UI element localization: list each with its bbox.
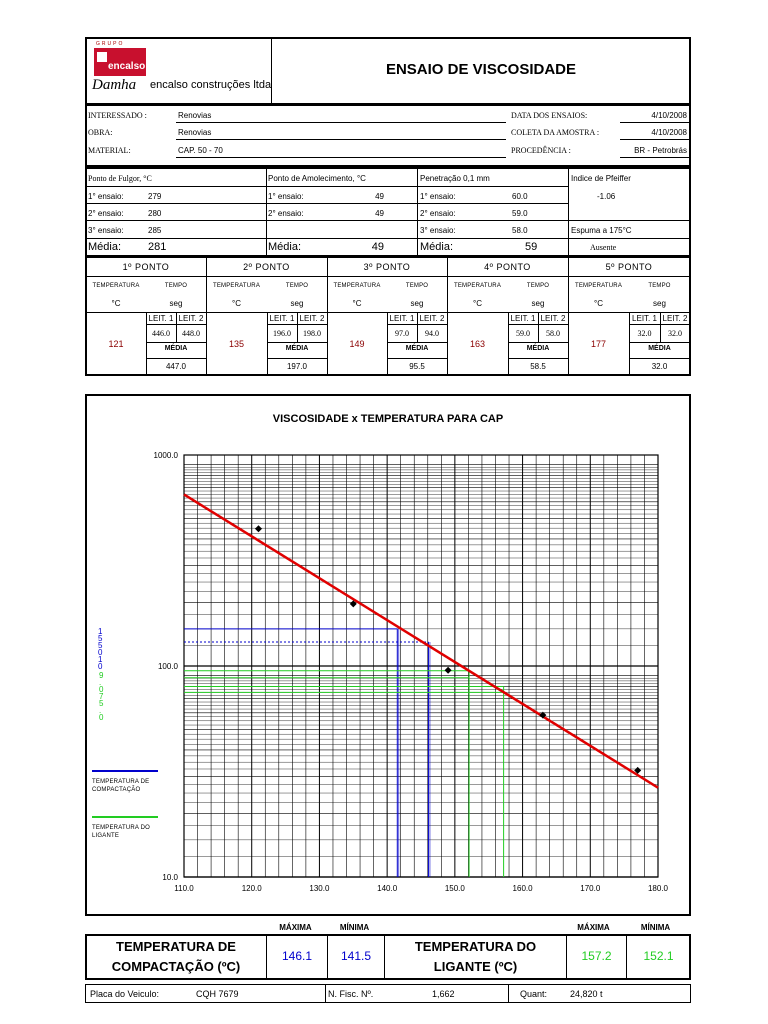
ponto-1-unit-c: °C <box>111 299 121 308</box>
interessado-label: INTERESSADO : <box>88 111 147 120</box>
left-annotation-blue <box>98 628 106 670</box>
ponto-5-tempo-label: TEMPO <box>648 283 671 289</box>
data-ensaios-value: 4/10/2008 <box>651 111 687 120</box>
company-logo <box>94 41 146 77</box>
placa-label: Placa do Veiculo: <box>90 989 160 999</box>
ponto-5-leit1-value: 32.0 <box>637 329 652 338</box>
amolecimento-label: Ponto de Amolecimento, °C <box>268 174 366 183</box>
ponto-4-media-value: 58.5 <box>530 362 546 371</box>
ponto-2-tempo-label: TEMPO <box>285 283 309 289</box>
ponto-3-media-value: 95.5 <box>409 362 425 371</box>
annotation-char: . <box>99 678 102 687</box>
ponto-5-temp-value: 177 <box>590 339 607 349</box>
annotation-char: 5 <box>98 641 103 650</box>
x-tick-label: 110.0 <box>174 884 194 893</box>
ponto-4-leit1-value: 59.0 <box>516 329 530 338</box>
company-name: encalso construções ltda <box>150 79 272 91</box>
ponto-3-leit2-value: 94.0 <box>425 329 439 338</box>
compactacao-max-value: 146.1 <box>281 949 313 963</box>
y-tick-label: 10.0 <box>162 873 178 882</box>
ponto-5-leit2-label: LEIT. 2 <box>662 314 688 323</box>
ponto-2-unit-seg: seg <box>290 299 304 308</box>
viscosity-chart <box>86 396 690 914</box>
ponto-1-media-value: 447.0 <box>165 362 187 371</box>
obra-value: Renovias <box>178 128 212 137</box>
ponto-5-unit-c: °C <box>594 299 603 308</box>
fulgor-media-value: 281 <box>148 241 167 253</box>
ponto-2-media-label: MÉDIA <box>285 345 309 352</box>
placa-value: CQH 7679 <box>196 989 239 999</box>
annotation-char: 7 <box>99 692 104 701</box>
annotation-char: 0 <box>98 648 103 657</box>
ligante-label: TEMPERATURA DO LIGANTE (ºC) <box>414 939 537 974</box>
annotation-char: 5 <box>99 699 104 708</box>
ponto-3-leit2-label: LEIT. 2 <box>419 314 445 323</box>
ponto-2-title: 2º PONTO <box>243 262 290 272</box>
coleta-label: COLETA DA AMOSTRA : <box>511 128 600 137</box>
fulgor-label: Ponto de Fulgor, °C <box>88 174 152 183</box>
ponto-1-temp-value: 121 <box>108 339 124 349</box>
espuma-label: Espuma a 175°C <box>571 226 632 235</box>
logo-grupo: GRUPO <box>96 41 125 47</box>
ponto-4-temp-label: TEMPERATURA <box>453 283 502 289</box>
obra-label: OBRA: <box>88 128 113 137</box>
amolecimento-media-value: 49 <box>371 241 384 253</box>
ponto-1-tempo-label: TEMPO <box>164 283 188 289</box>
x-tick-label: 160.0 <box>512 884 533 893</box>
annotation-char: 0 <box>99 713 104 722</box>
page-title: ENSAIO DE VISCOSIDADE <box>385 61 577 78</box>
amolecimento-media-label: Média: <box>268 241 302 253</box>
ponto-1-leit2-label: LEIT. 2 <box>178 314 204 323</box>
ponto-4-leit2-label: LEIT. 2 <box>540 314 566 323</box>
y-tick-label: 100.0 <box>157 662 178 671</box>
annotation-char: 1 <box>98 627 103 636</box>
x-tick-label: 140.0 <box>377 884 398 893</box>
quant-value: 24,820 t <box>570 989 603 999</box>
annotation-char: . <box>99 706 102 715</box>
ponto-3-temp-value: 149 <box>349 339 365 349</box>
penetracao-media-label: Média: <box>420 241 454 253</box>
ponto-4-title: 4º PONTO <box>484 262 531 272</box>
ponto-2-leit1-label: LEIT. 1 <box>269 314 295 323</box>
ponto-5-temp-label: TEMPERATURA <box>574 283 623 289</box>
material-value: CAP. 50 - 70 <box>178 146 223 155</box>
fulgor-ensaio2-value: 280 <box>148 209 162 218</box>
ponto-4-temp-value: 163 <box>469 339 486 349</box>
ponto-5-title: 5º PONTO <box>605 262 653 272</box>
annotation-char: 9 <box>99 671 104 680</box>
ponto-3-unit-seg: seg <box>410 299 424 308</box>
ponto-4-leit2-value: 58.0 <box>546 329 560 338</box>
penetracao-ensaio1-value: 60.0 <box>512 192 528 201</box>
penetracao-label: Penetração 0,1 mm <box>420 174 490 183</box>
amolecimento-ensaio1-value: 49 <box>375 192 384 201</box>
x-tick-label: 120.0 <box>241 884 262 893</box>
legend-compaction-label: TEMPERATURA DE COMPACTAÇÃO <box>92 779 150 793</box>
x-tick-label: 150.0 <box>444 884 465 893</box>
ponto-4-unit-c: °C <box>473 299 482 308</box>
ponto-2-leit2-value: 198.0 <box>303 329 321 338</box>
ligante-min-value: 152.1 <box>643 949 674 963</box>
chart-title: VISCOSIDADE x TEMPERATURA PARA CAP <box>272 413 504 425</box>
nfisc-value: 1,662 <box>432 989 455 999</box>
ponto-5-leit1-label: LEIT. 1 <box>632 314 657 323</box>
data-ensaios-label: DATA DOS ENSAIOS: <box>511 111 588 120</box>
penetracao-ensaio3-value: 58.0 <box>512 226 528 235</box>
legend-binder-label: TEMPERATURA DO LIGANTE <box>92 825 151 839</box>
ponto-1-leit1-value: 446.0 <box>152 329 170 338</box>
logo-signature: Damha <box>92 77 137 93</box>
compactacao-min-value: 141.5 <box>340 949 372 963</box>
ponto-3-tempo-label: TEMPO <box>405 283 429 289</box>
amolecimento-ensaio1-label: 1° ensaio: <box>268 192 304 201</box>
ponto-3-leit1-label: LEIT. 1 <box>389 314 415 323</box>
logo-mark-icon <box>97 52 107 62</box>
ponto-2-unit-c: °C <box>232 299 241 308</box>
ponto-5-leit2-value: 32.0 <box>668 329 682 338</box>
x-tick-label: 130.0 <box>309 884 330 893</box>
ponto-3-temp-label: TEMPERATURA <box>333 283 381 289</box>
penetracao-ensaio2-label: 2° ensaio: <box>420 209 456 218</box>
ponto-5-media-label: MÉDIA <box>648 345 671 352</box>
procedencia-label: PROCEDÊNCIA : <box>511 146 571 155</box>
ponto-1-unit-seg: seg <box>169 299 183 308</box>
ponto-1-title: 1º PONTO <box>122 262 170 272</box>
ponto-3-media-label: MÉDIA <box>405 345 429 352</box>
procedencia-value: BR - Petrobrás <box>634 146 687 155</box>
penetracao-media-value: 59 <box>525 241 538 253</box>
interessado-value: Renovias <box>178 111 212 120</box>
ponto-5-unit-seg: seg <box>653 299 666 308</box>
legend-binder-line <box>92 816 158 818</box>
annotation-char: 0 <box>98 662 103 671</box>
amolecimento-ensaio2-value: 49 <box>375 209 384 218</box>
nfisc-label: N. Fisc. Nº. <box>328 989 374 999</box>
x-tick-label: 170.0 <box>580 884 601 893</box>
ponto-4-tempo-label: TEMPO <box>526 283 550 289</box>
ponto-3-title: 3º PONTO <box>363 262 411 272</box>
y-tick-label: 1000.0 <box>153 451 178 460</box>
ponto-2-leit2-label: LEIT. 2 <box>299 314 325 323</box>
annotation-char: 0 <box>99 685 104 694</box>
ponto-5-media-value: 32.0 <box>651 362 668 371</box>
pfeiffer-value: -1.06 <box>597 192 616 201</box>
penetracao-ensaio3-label: 3° ensaio: <box>420 226 456 235</box>
pfeiffer-label: Indice de Pfeiffer <box>571 174 631 183</box>
ponto-2-temp-value: 135 <box>228 339 245 349</box>
ponto-2-leit1-value: 196.0 <box>273 329 291 338</box>
penetracao-ensaio1-label: 1° ensaio: <box>420 192 456 201</box>
ponto-2-temp-label: TEMPERATURA <box>212 283 261 289</box>
ponto-1-media-label: MÉDIA <box>164 345 188 352</box>
ligante-max-value: 157.2 <box>581 949 612 963</box>
ponto-4-unit-seg: seg <box>531 299 545 308</box>
ponto-1-leit1-label: LEIT. 1 <box>148 314 174 323</box>
fulgor-ensaio1-value: 279 <box>148 192 162 201</box>
espuma-value: Ausente <box>590 243 617 252</box>
ponto-1-leit2-value: 448.0 <box>182 329 200 338</box>
ponto-1-temp-label: TEMPERATURA <box>92 283 140 289</box>
compactacao-max-header: MÁXIMA <box>279 923 312 932</box>
logo-brand: encalso <box>108 61 146 72</box>
fulgor-ensaio2-label: 2° ensaio: <box>88 209 124 218</box>
fulgor-ensaio3-label: 3° ensaio: <box>88 226 124 235</box>
annotation-char: 5 <box>98 634 103 643</box>
ligante-min-header: MÍNIMA <box>640 923 671 932</box>
ponto-2-media-value: 197.0 <box>286 362 308 371</box>
ponto-3-leit1-value: 97.0 <box>395 329 409 338</box>
legend-compaction-line <box>92 770 158 772</box>
fulgor-media-label: Média: <box>88 241 122 253</box>
compactacao-min-header: MÍNIMA <box>339 923 370 932</box>
fulgor-ensaio1-label: 1° ensaio: <box>88 192 124 201</box>
amolecimento-ensaio2-label: 2° ensaio: <box>268 209 304 218</box>
ponto-4-leit1-label: LEIT. 1 <box>510 314 536 323</box>
compactacao-label: TEMPERATURA DE COMPACTAÇÃO (ºC) <box>111 939 241 974</box>
fulgor-ensaio3-value: 285 <box>148 226 162 235</box>
ponto-3-unit-c: °C <box>352 299 362 308</box>
annotation-char: 1 <box>98 655 103 664</box>
ligante-max-header: MÁXIMA <box>577 923 610 932</box>
x-tick-label: 180.0 <box>647 884 669 893</box>
coleta-value: 4/10/2008 <box>651 128 687 137</box>
material-label: MATERIAL: <box>88 146 131 155</box>
ponto-4-media-label: MÉDIA <box>526 345 550 352</box>
quant-label: Quant: <box>520 989 548 999</box>
left-annotation-green <box>99 672 107 721</box>
penetracao-ensaio2-value: 59.0 <box>512 209 528 218</box>
